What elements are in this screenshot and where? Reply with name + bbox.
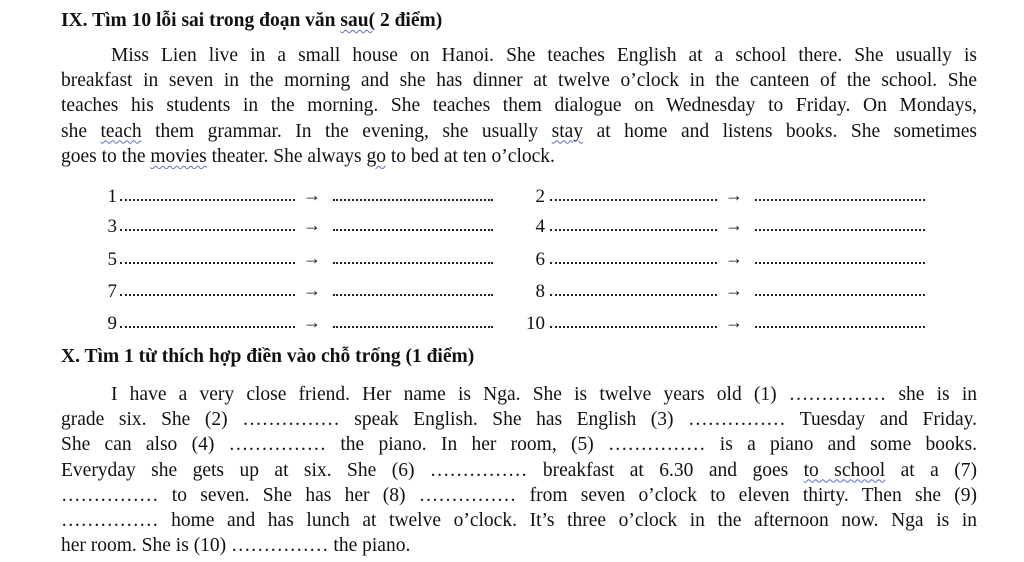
flagged-word: stay [551,120,584,142]
arrow-icon: → [303,215,321,235]
text-run: She can also (4) …………… the piano. In her room, (5) …………… is a piano and some books. [61,434,977,456]
text-run: Everyday she gets up at six. She (6) …………… breakfast at 6.30 and goes [61,459,804,481]
arrow-icon: → [303,280,321,300]
correction-blank[interactable] [755,326,925,328]
text-run: I have a very close friend. Her name is Nga. She is twelve years old (1) …………… she is in [111,384,977,405]
answer-row [0,313,1024,335]
section-ix-title-points: 2 điểm) [375,10,443,31]
flagged-word: movies [150,145,207,167]
answer-number: 9 [107,313,117,334]
answer-number: 5 [107,249,117,270]
answer-number: 2 [535,186,545,207]
arrow-icon: → [303,248,321,268]
arrow-icon: → [303,185,321,205]
answer-number: 6 [535,249,545,270]
arrow-icon: → [725,312,743,332]
paragraph-line [61,382,977,407]
arrow-icon: → [725,280,743,300]
answer-number: 1 [107,186,117,207]
text-run: grade six. She (2) …………… speak English. She has English (3) …………… Tuesday and Friday. [61,409,977,431]
paragraph-line [61,407,977,432]
text-run: at home and listens books. She sometimes [583,120,977,142]
text-run: she [61,120,101,142]
text-run: her room. She is (10) …………… the piano. [61,535,411,557]
paragraph-line [61,508,977,533]
arrow-icon: → [725,185,743,205]
correction-blank[interactable] [755,262,925,264]
correction-blank[interactable] [755,199,925,201]
correction-blank[interactable] [755,294,925,296]
answer-number: 10 [526,313,545,334]
answer-number: 4 [535,216,545,237]
section-ix-title-flagged: sau( [340,10,376,31]
text-run: goes to the [61,145,151,167]
wrong-word-blank[interactable] [550,199,717,201]
paragraph-line [61,533,977,558]
answer-row [0,186,1024,208]
text-run: theater. She always [206,145,367,167]
flagged-word: to school [803,459,886,481]
text-run: breakfast in seven in the morning and she has dinner at twelve o’clock in the canteen of the school. She [61,70,977,92]
answer-number: 7 [107,281,117,302]
flagged-word: teach [100,120,142,142]
section-x-title: X. Tìm 1 từ thích hợp điền vào chỗ trống (1 điểm) [61,346,475,367]
section-ix-paragraph [61,43,977,169]
wrong-word-blank[interactable] [550,262,717,264]
paragraph-line [61,144,977,169]
answer-number: 8 [535,281,545,302]
text-run: teaches his students in the morning. She teaches them dialogue on Wednesday to Friday. On Mondays, [61,95,977,117]
correction-blank[interactable] [755,229,925,231]
answer-row [0,249,1024,271]
section-ix-title-text: IX. Tìm 10 lỗi sai trong đoạn văn [61,10,341,31]
paragraph-line [61,119,977,144]
arrow-icon: → [725,248,743,268]
flagged-word: go [366,145,386,167]
wrong-word-blank[interactable] [550,229,717,231]
text-run: …………… to seven. She has her (8) …………… from seven o’clock to eleven thirty. Then she (9) [61,484,977,506]
paragraph-line [61,68,977,93]
answer-row [0,281,1024,303]
paragraph-line [61,93,977,118]
text-run: to bed at ten o’clock. [385,145,555,167]
text-run: them grammar. In the evening, she usually [141,120,552,142]
section-ix-title [61,10,442,32]
answer-number: 3 [107,216,117,237]
answer-row [0,216,1024,238]
section-x-paragraph [61,382,977,558]
arrow-icon: → [303,312,321,332]
paragraph-line [61,458,977,483]
paragraph-line [61,483,977,508]
text-run: …………… home and has lunch at twelve o’clock. It’s three o’clock in the afternoon now. Nga is in [61,509,977,531]
text-run: at a (7) [885,459,977,481]
wrong-word-blank[interactable] [550,326,717,328]
arrow-icon: → [725,215,743,235]
wrong-word-blank[interactable] [550,294,717,296]
paragraph-line [61,43,977,68]
paragraph-line [61,432,977,457]
text-run: Miss Lien live in a small house on Hanoi. She teaches English at a school there. She usually is [111,45,977,66]
